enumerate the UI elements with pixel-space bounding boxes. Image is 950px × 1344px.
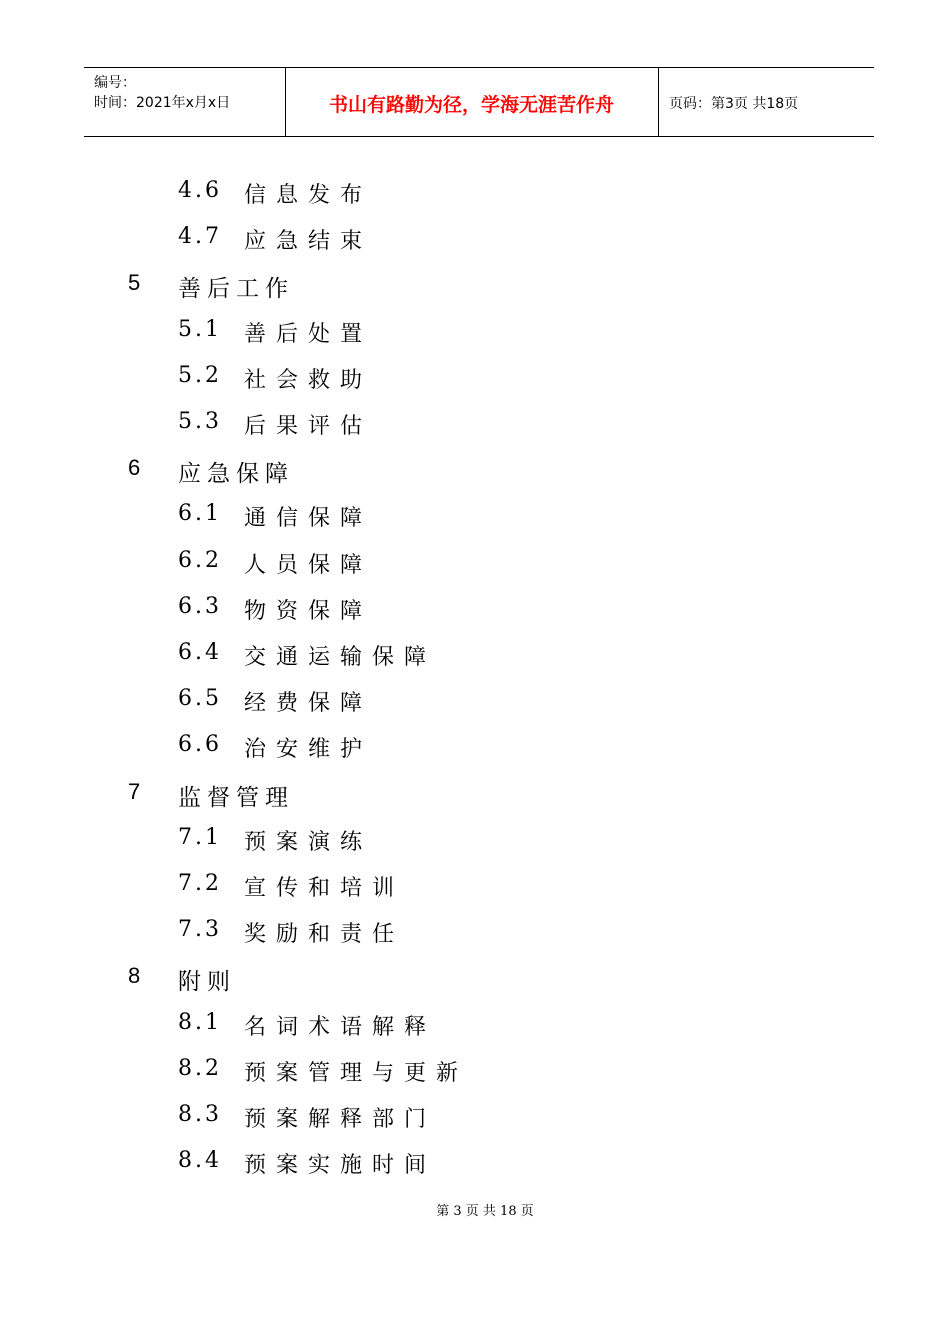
- toc-subsection: [178, 548, 878, 578]
- page-code: 页码：第3页 共18页: [669, 96, 799, 112]
- toc-subsection: [178, 594, 878, 624]
- toc-number: 8.3: [178, 1102, 222, 1127]
- toc-number: 5.1: [178, 316, 222, 342]
- toc-number: 6: [128, 455, 141, 481]
- toc-subsection: [178, 640, 878, 670]
- toc-number: 5.2: [178, 362, 222, 388]
- toc-subsection: [178, 501, 878, 531]
- toc-number: 7: [128, 778, 141, 804]
- toc-number: 6.6: [178, 732, 222, 758]
- toc-subsection: [178, 224, 878, 254]
- toc-title: 预案演练: [244, 829, 373, 855]
- header-motto-cell: [285, 68, 659, 136]
- toc-title: 奖励和责任: [244, 922, 405, 948]
- toc-number: 4.6: [178, 178, 222, 203]
- toc-subsection: [178, 409, 878, 439]
- toc-title: 应急结束: [244, 229, 373, 255]
- toc-section: [128, 270, 828, 303]
- toc-number: 8.2: [178, 1055, 222, 1081]
- toc-number: 7.1: [178, 824, 222, 850]
- toc-number: 6.1: [178, 501, 222, 527]
- header-page-cell: [659, 68, 874, 136]
- toc-title: 善后工作: [178, 276, 294, 303]
- toc-number: 7.2: [178, 871, 222, 896]
- toc-subsection: [178, 917, 878, 947]
- toc-title: 应急保障: [178, 461, 294, 488]
- toc-section: [128, 779, 828, 809]
- page-footer: 第 3 页 共 18 页: [436, 1204, 534, 1219]
- toc-subsection: [178, 178, 878, 208]
- toc-title: 通信保障: [244, 506, 373, 532]
- toc-title: 后果评估: [244, 414, 373, 439]
- toc-number: 5.3: [178, 409, 222, 434]
- toc-number: 4.7: [178, 224, 222, 250]
- toc-subsection: [178, 732, 878, 762]
- toc-number: 8.1: [178, 1009, 222, 1035]
- toc-number: 6.4: [178, 640, 222, 665]
- toc-title: 善后处置: [244, 321, 373, 347]
- toc-subsection: [178, 825, 878, 855]
- toc-title: 人员保障: [244, 552, 373, 578]
- toc-title: 预案实施时间: [244, 1153, 437, 1179]
- time-label: 时间：2021年x月x日: [94, 95, 231, 111]
- toc-title: 预案管理与更新: [244, 1060, 469, 1086]
- toc-subsection: [178, 1056, 878, 1086]
- toc-title: 信息发布: [244, 183, 373, 208]
- toc-subsection: [178, 1148, 878, 1178]
- toc-title: 监督管理: [178, 784, 294, 811]
- page-header: [84, 67, 874, 137]
- toc-title: 经费保障: [244, 691, 373, 717]
- toc-number: 6.5: [178, 686, 222, 712]
- toc-title: 预案解释部门: [244, 1107, 437, 1132]
- toc-subsection: [178, 1010, 878, 1040]
- toc-section: [128, 455, 828, 488]
- motto-text: 书山有路勤为径，学海无涯苦作舟: [328, 94, 614, 116]
- toc-title: 宣传和培训: [244, 876, 405, 901]
- toc-subsection: [178, 1102, 878, 1132]
- toc-number: 6.2: [178, 547, 222, 573]
- toc-number: 5: [128, 270, 141, 296]
- toc-number: 6.3: [178, 593, 222, 619]
- toc-number: 7.3: [178, 917, 222, 943]
- toc-subsection: [178, 686, 878, 716]
- toc-number: 8: [128, 963, 141, 989]
- toc-subsection: [178, 317, 878, 347]
- serial-label: 编号：: [94, 75, 136, 91]
- toc-title: 社会救助: [244, 367, 373, 393]
- toc-title: 附则: [178, 969, 236, 996]
- toc-number: 8.4: [178, 1148, 222, 1174]
- toc-title: 治安维护: [244, 737, 373, 763]
- header-info-cell: [84, 68, 286, 136]
- toc-subsection: [178, 363, 878, 393]
- toc-subsection: [178, 871, 878, 901]
- toc-section: [128, 963, 828, 996]
- toc-title: 名词术语解释: [244, 1014, 437, 1040]
- toc-title: 物资保障: [244, 598, 373, 624]
- toc-title: 交通运输保障: [244, 645, 437, 670]
